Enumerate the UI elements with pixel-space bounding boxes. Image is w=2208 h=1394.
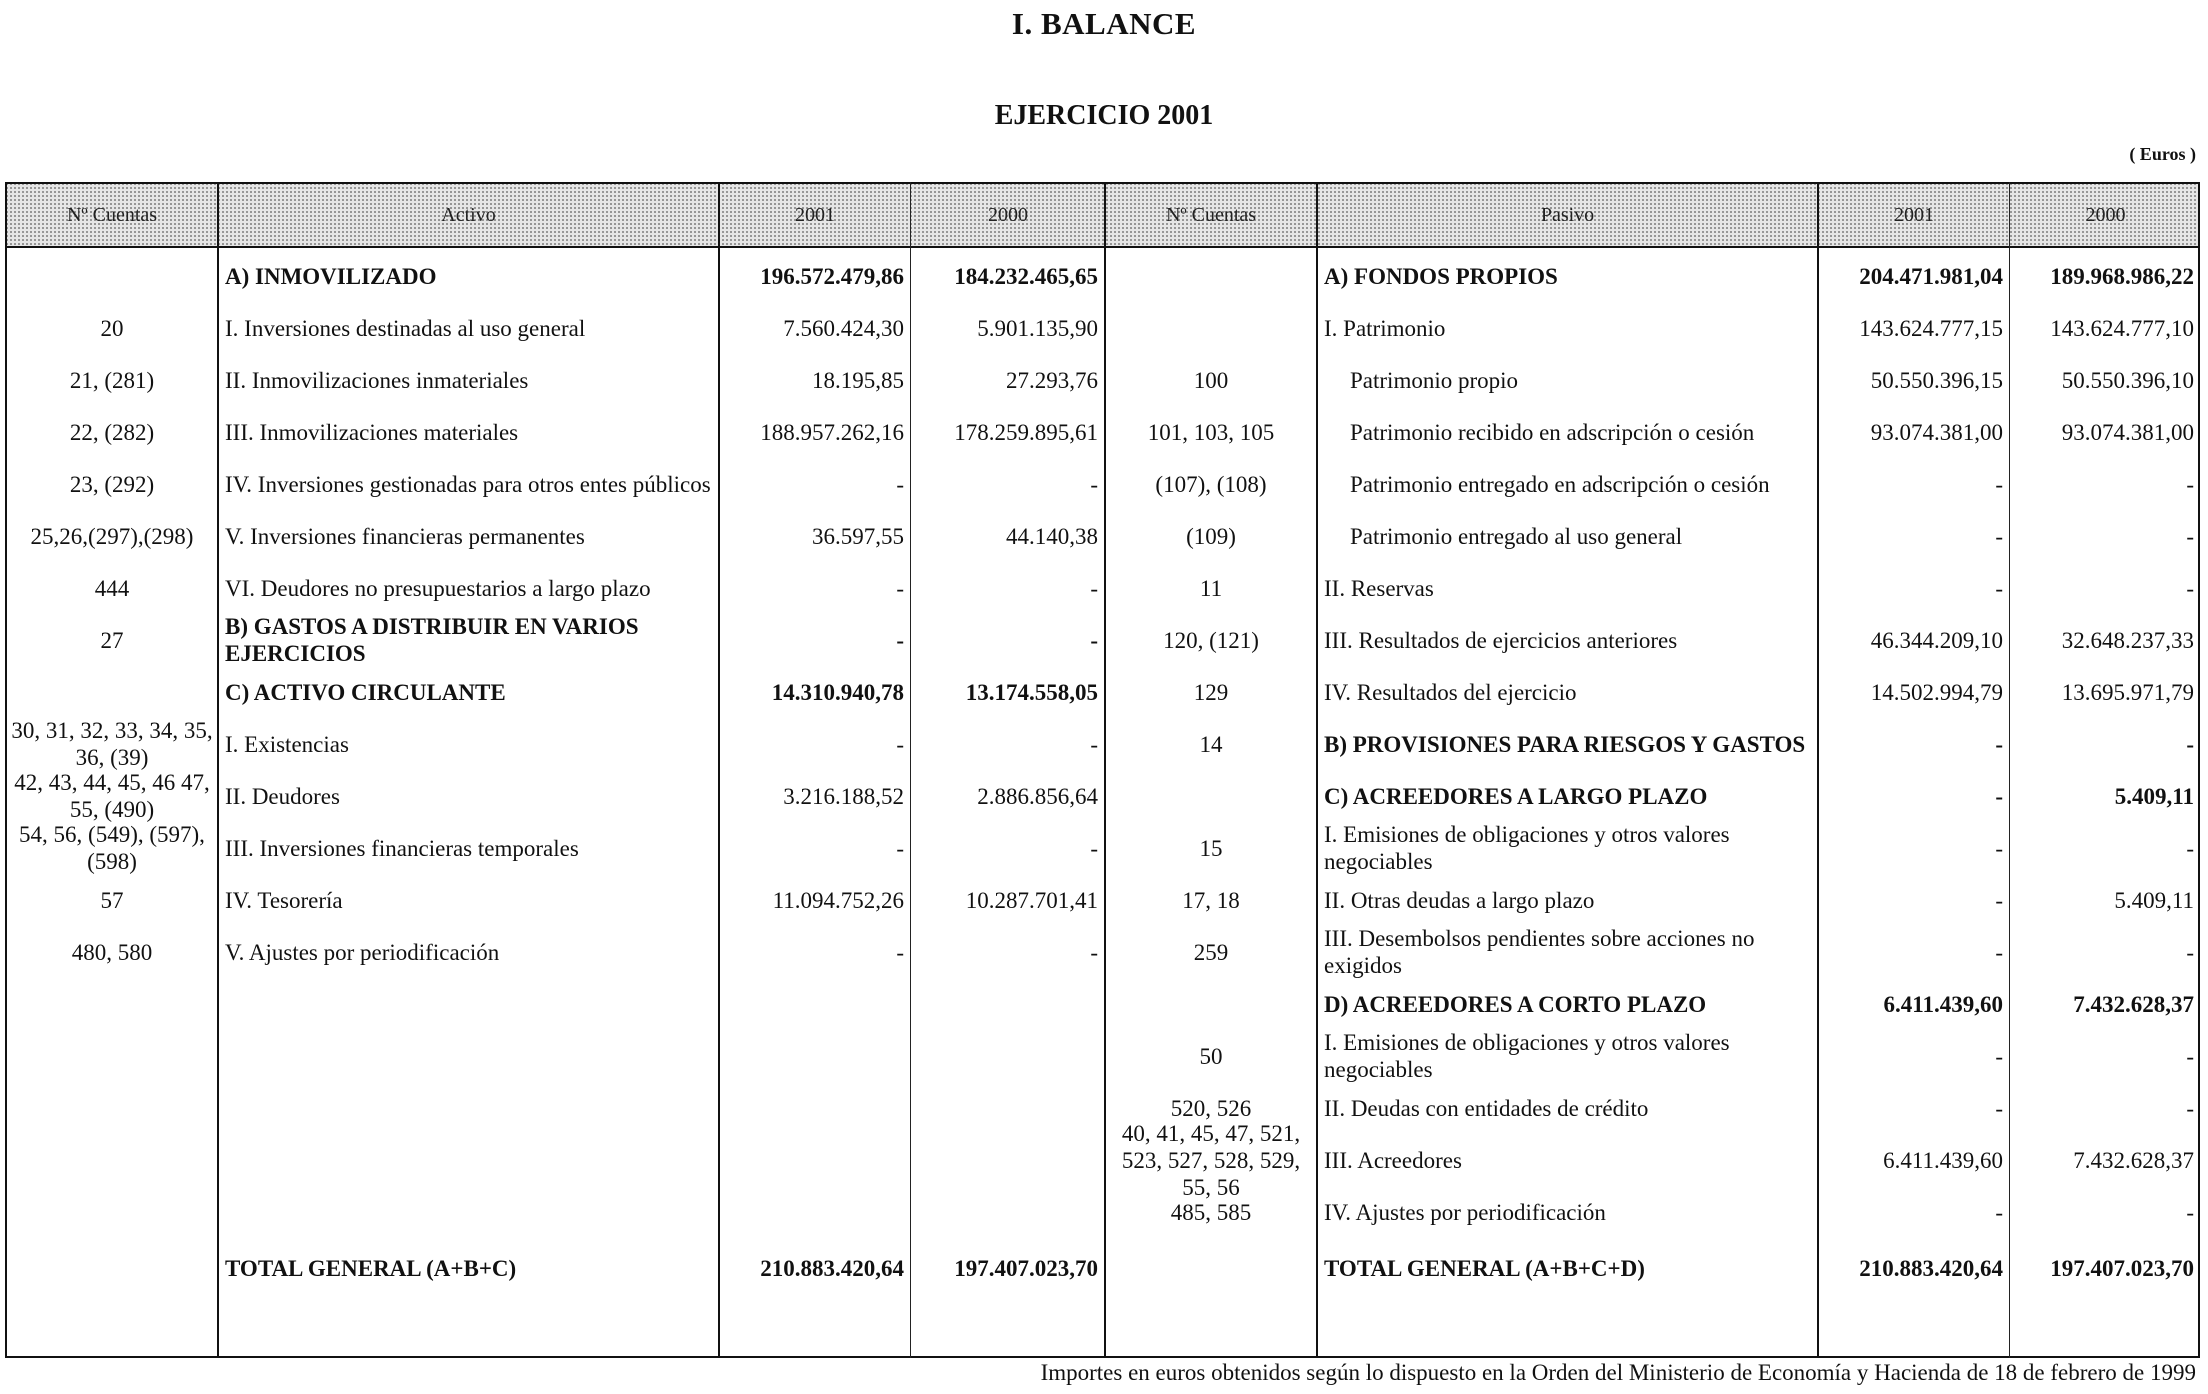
account-numbers: 25,26,(297),(298) (30, 523, 194, 549)
line-item-label: I. Existencias (225, 731, 349, 757)
amount-2001: - (1995, 783, 2003, 809)
account-numbers: 50 (1199, 1043, 1223, 1069)
line-item-label: V. Inversiones financieras permanentes (225, 523, 585, 549)
account-numbers: 100 (1193, 367, 1229, 393)
account-numbers: 101, 103, 105 (1147, 419, 1275, 445)
amount-2000: 2.886.856,64 (977, 783, 1098, 809)
line-item-label: II. Inmovilizaciones inmateriales (225, 367, 529, 393)
line-item-label: V. Ajustes por periodificación (225, 939, 500, 965)
pasivo-row (0, 1186, 2208, 1238)
amount-2001: 204.471.981,04 (1859, 263, 2003, 289)
account-numbers: 42, 43, 44, 45, 46 47, 55, (490) (14, 770, 210, 822)
total-2001: 210.883.420,64 (1859, 1255, 2003, 1281)
amount-2001: - (896, 731, 904, 757)
amount-2001: - (1995, 471, 2003, 497)
amount-2000: - (2186, 523, 2194, 549)
pasivo-row (0, 1120, 2208, 1200)
account-numbers: 444 (94, 575, 130, 601)
line-item-label: Patrimonio propio (1350, 367, 1519, 393)
amount-2001: - (1995, 523, 2003, 549)
amount-2000: - (1090, 939, 1098, 965)
line-item-label: III. Acreedores (1324, 1147, 1462, 1173)
header-pasivo-2000: 2000 (2085, 204, 2126, 226)
line-item-label: A) INMOVILIZADO (225, 263, 437, 289)
header-pasivo-2001: 2001 (1894, 204, 1934, 226)
footnote: Importes en euros obtenidos según lo dispuesto en la Orden del Ministerio de Economía y Hacienda de 18 de febrero de 1999 (1040, 1360, 2196, 1385)
account-numbers: 21, (281) (69, 367, 155, 393)
amount-2000: 44.140,38 (1006, 523, 1098, 549)
line-item-label: II. Reservas (1324, 575, 1434, 601)
amount-2000: - (2186, 1095, 2194, 1121)
account-numbers: 480, 580 (71, 939, 153, 965)
amount-2000: - (1090, 575, 1098, 601)
account-numbers: 520, 526 (1170, 1095, 1252, 1121)
amount-2000: 10.287.701,41 (965, 887, 1098, 913)
line-item-label: Patrimonio entregado al uso general (1350, 523, 1683, 549)
amount-2001: 3.216.188,52 (783, 783, 904, 809)
line-item-label: I. Patrimonio (1324, 315, 1446, 341)
amount-2001: 6.411.439,60 (1883, 1147, 2003, 1173)
amount-2000: - (1090, 627, 1098, 653)
account-numbers: 54, 56, (549), (597), (598) (19, 822, 205, 874)
amount-2001: 18.195,85 (812, 367, 904, 393)
amount-2000: - (1090, 835, 1098, 861)
line-item-label: B) PROVISIONES PARA RIESGOS Y GASTOS (1324, 731, 1806, 757)
amount-2000: 143.624.777,10 (2050, 315, 2194, 341)
amount-2001: 143.624.777,15 (1859, 315, 2003, 341)
line-item-label: III. Inmovilizaciones materiales (225, 419, 519, 445)
amount-2000: - (1090, 731, 1098, 757)
amount-2001: 11.094.752,26 (772, 887, 904, 913)
account-numbers: (107), (108) (1155, 471, 1267, 497)
total-2000: 197.407.023,70 (954, 1255, 1098, 1281)
line-item-label: IV. Tesorería (225, 887, 343, 913)
amount-2001: 7.560.424,30 (783, 315, 904, 341)
account-numbers: 485, 585 (1170, 1199, 1252, 1225)
account-numbers: 22, (282) (69, 419, 155, 445)
amount-2000: - (2186, 1043, 2194, 1069)
header-activo-2001: 2001 (795, 204, 835, 226)
total-2001: 210.883.420,64 (760, 1255, 904, 1281)
account-numbers: 30, 31, 32, 33, 34, 35, 36, (39) (11, 718, 213, 770)
amount-2001: 36.597,55 (812, 523, 904, 549)
line-item-label: B) GASTOS A DISTRIBUIR EN VARIOS EJERCICIOS (225, 614, 639, 666)
amount-2001: - (1995, 835, 2003, 861)
amount-2000: 5.409,11 (2114, 887, 2194, 913)
total-label: TOTAL GENERAL (A+B+C+D) (1324, 1255, 1645, 1281)
amount-2000: - (1090, 471, 1098, 497)
amount-2000: - (2186, 1199, 2194, 1225)
amount-2000: 184.232.465,65 (954, 263, 1098, 289)
amount-2000: 5.409,11 (2114, 783, 2194, 809)
pasivo-row (0, 1030, 2208, 1082)
pasivo-row (0, 510, 2208, 562)
pasivo-row (0, 562, 2208, 614)
amount-2001: - (1995, 887, 2003, 913)
amount-2000: 50.550.396,10 (2061, 367, 2194, 393)
line-item-label: II. Otras deudas a largo plazo (1324, 887, 1595, 913)
page-subtitle: EJERCICIO 2001 (994, 100, 1214, 131)
pasivo-row (0, 978, 2208, 1030)
pasivo-row (0, 874, 2208, 926)
amount-2000: 7.432.628,37 (2073, 1147, 2194, 1173)
pasivo-row (0, 1082, 2208, 1134)
amount-2000: - (2186, 471, 2194, 497)
amount-2000: - (2186, 575, 2194, 601)
page-title: I. BALANCE (1011, 6, 1197, 41)
line-item-label: Patrimonio recibido en adscripción o cesión (1350, 419, 1755, 445)
account-numbers (1106, 770, 1316, 822)
account-numbers (1106, 250, 1316, 302)
header-cuentas-activo: Nº Cuentas (66, 204, 158, 226)
amount-2000: 27.293,76 (1006, 367, 1098, 393)
pasivo_total-total-row (0, 1242, 2208, 1294)
header-activo-2000: 2000 (988, 204, 1028, 226)
line-item-label: I. Inversiones destinadas al uso general (225, 315, 586, 341)
header-pasivo: Pasivo (1540, 204, 1595, 226)
account-numbers: 40, 41, 45, 47, 521, 523, 527, 528, 529, 55, 56 (1121, 1120, 1301, 1200)
account-numbers (1106, 302, 1316, 354)
account-numbers: 14 (1199, 731, 1223, 757)
amount-2000: 189.968.986,22 (2050, 263, 2194, 289)
amount-2000: 13.174.558,05 (965, 679, 1098, 705)
account-numbers: 20 (100, 315, 124, 341)
amount-2001: - (1995, 731, 2003, 757)
amount-2001: 188.957.262,16 (760, 419, 904, 445)
amount-2001: - (896, 835, 904, 861)
pasivo-row (0, 926, 2208, 978)
line-item-label: C) ACREEDORES A LARGO PLAZO (1324, 783, 1708, 809)
account-numbers: (109) (1186, 523, 1236, 549)
amount-2001: - (1995, 1199, 2003, 1225)
pasivo-row (0, 354, 2208, 406)
account-numbers: 23, (292) (69, 471, 155, 497)
line-item-label: II. Deudores (225, 783, 340, 809)
line-item-label: IV. Resultados del ejercicio (1324, 679, 1577, 705)
line-item-label: II. Deudas con entidades de crédito (1324, 1095, 1649, 1121)
pasivo-row (0, 458, 2208, 510)
account-numbers: 11 (1199, 575, 1223, 601)
header-activo: Activo (441, 204, 496, 226)
amount-2001: - (896, 575, 904, 601)
amount-2000: 13.695.971,79 (2061, 679, 2194, 705)
account-numbers: 129 (1193, 679, 1229, 705)
line-item-label: A) FONDOS PROPIOS (1324, 263, 1558, 289)
amount-2000: 32.648.237,33 (2061, 627, 2194, 653)
amount-2001: - (896, 939, 904, 965)
line-item-label: VI. Deudores no presupuestarios a largo plazo (225, 575, 651, 601)
pasivo-row (0, 614, 2208, 666)
account-numbers (1106, 978, 1316, 1030)
amount-2001: - (896, 471, 904, 497)
amount-2001: 196.572.479,86 (760, 263, 904, 289)
line-item-label: IV. Inversiones gestionadas para otros entes públicos (225, 471, 711, 497)
amount-2001: 93.074.381,00 (1870, 419, 2003, 445)
line-item-label: III. Resultados de ejercicios anteriores (1324, 627, 1678, 653)
amount-2001: - (1995, 1043, 2003, 1069)
account-numbers: 57 (100, 887, 124, 913)
amount-2001: 6.411.439,60 (1883, 991, 2003, 1017)
line-item-label: IV. Ajustes por periodificación (1324, 1199, 1606, 1225)
total-label: TOTAL GENERAL (A+B+C) (225, 1255, 517, 1281)
account-numbers: 120, (121) (1163, 627, 1259, 653)
line-item-label: I. Emisiones de obligaciones y otros valores negociables (1324, 822, 1730, 874)
pasivo-row (0, 250, 2208, 302)
line-item-label: III. Inversiones financieras temporales (225, 835, 579, 861)
amount-2000: 7.432.628,37 (2073, 991, 2194, 1017)
units-label: ( Euros ) (2129, 144, 2196, 164)
line-item-label: D) ACREEDORES A CORTO PLAZO (1324, 991, 1707, 1017)
pasivo-row (0, 822, 2208, 874)
amount-2001: - (1995, 939, 2003, 965)
amount-2000: 5.901.135,90 (977, 315, 1098, 341)
amount-2000: - (2186, 939, 2194, 965)
amount-2001: 14.310.940,78 (771, 679, 904, 705)
amount-2001: 46.344.209,10 (1870, 627, 2003, 653)
pasivo-row (0, 718, 2208, 770)
amount-2000: - (2186, 731, 2194, 757)
account-numbers: 27 (100, 627, 124, 653)
amount-2001: - (1995, 1095, 2003, 1121)
line-item-label: I. Emisiones de obligaciones y otros valores negociables (1324, 1030, 1730, 1082)
header-cuentas-pasivo: Nº Cuentas (1165, 204, 1257, 226)
account-numbers: 17, 18 (1182, 887, 1240, 913)
pasivo-row (0, 406, 2208, 458)
amount-2000: 178.259.895,61 (954, 419, 1098, 445)
pasivo-row (0, 770, 2208, 822)
line-item-label: Patrimonio entregado en adscripción o cesión (1350, 471, 1770, 497)
pasivo-row (0, 666, 2208, 718)
amount-2000: - (2186, 835, 2194, 861)
account-numbers: 259 (1193, 939, 1229, 965)
pasivo-row (0, 302, 2208, 354)
amount-2001: - (896, 627, 904, 653)
amount-2001: 14.502.994,79 (1870, 679, 2003, 705)
total-2000: 197.407.023,70 (2050, 1255, 2194, 1281)
amount-2000: 93.074.381,00 (2061, 419, 2194, 445)
account-numbers: 15 (1199, 835, 1223, 861)
line-item-label: III. Desembolsos pendientes sobre acciones no exigidos (1324, 926, 1755, 978)
amount-2001: - (1995, 575, 2003, 601)
amount-2001: 50.550.396,15 (1870, 367, 2003, 393)
line-item-label: C) ACTIVO CIRCULANTE (225, 679, 506, 705)
